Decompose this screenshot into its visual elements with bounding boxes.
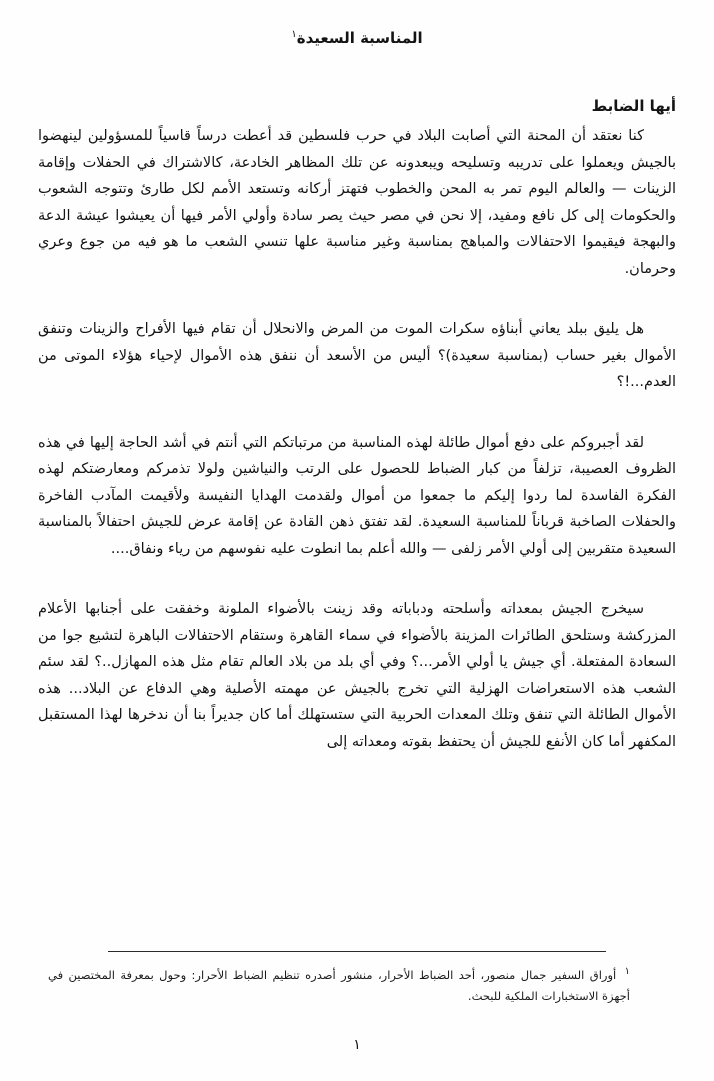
salutation-heading: أيها الضابط bbox=[591, 97, 676, 115]
page-title-text: المناسبة السعيدة bbox=[296, 29, 423, 47]
body-paragraph: سيخرج الجيش بمعداته وأسلحته ودباباته وقد زينت بالأضواء الملونة وخفقت على أجنابها الأعلام المزركشة وستلحق الطائرات المزينة بالأضواء في سماء القاهرة وستقام الاحتفالات الباهرة لتشيع جوا من السعادة المفتعلة. أي جيش يا أولي الأمر...؟ وفي أي بلد من بلاد العالم تقام مثل هذه المهازل..؟ لقد سئم الشعب هذه الاستعراضات الهزلية التي تخرج بالجيش عن مهمته الأصلية وهي الدفاع عن البلاد... هذه الأموال الطائلة التي تنفق وتلك المعدات الحربية التي ستستهلك أما كان جديراً بنا أن ندخرها لهذا المستقبل المكفهر أما كان الأنفع للجيش أن يحتفظ بقوته ومعداته إلى bbox=[38, 601, 676, 750]
body-paragraph: لقد أجبروكم على دفع أموال طائلة لهذه المناسبة من مرتباتكم التي أنتم في أشد الحاجة إليها في هذه الظروف العصيبة، تزلفاً من كبار الضباط للحصول على الرتب والنياشين ولولا تذمركم ومعارضتكم لهذه الفكرة الفاسدة لما ردوا إليكم ما جمعوا من أموال ولقدمت الهدايا النفيسة ولأقيمت المآدب الفاخرة والحفلات الصاخبة قرباناً للمناسبة السعيدة. لقد تفتق ذهن القادة عن إقامة عرض للجيش احتفالاً بالمناسبة السعيدة متقربين إلى أولي الأمر زلفى — والله أعلم بما انطوت عليه نفوسهم من رياء ونفاق.... bbox=[38, 434, 676, 557]
body-paragraph: هل يليق ببلد يعاني أبناؤه سكرات الموت من المرض والانحلال أن تقام فيها الأفراح والزينات وتنفق الأموال بغير حساب (بمناسبة سعيدة)؟ أليس من الأسعد أن ننفق هذه الأموال لإحياء هؤلاء الموتى من العدم...!؟ bbox=[38, 321, 676, 390]
document-body bbox=[38, 123, 676, 755]
title-footnote-marker: ١ bbox=[291, 29, 297, 40]
footnote-separator bbox=[108, 951, 606, 952]
footnote-area bbox=[38, 951, 676, 1007]
footnote-text: أوراق السفير جمال منصور، أحد الضباط الأحرار، منشور أصدره تنظيم الضباط الأحرار: وحول بمعرفة المختصين في أجهزة الاستخبارات الملكية للبحث. bbox=[48, 968, 630, 1003]
footnote bbox=[48, 961, 630, 1007]
page-number: ١ bbox=[353, 1037, 361, 1053]
page-title bbox=[38, 24, 676, 49]
body-paragraph: كنا نعتقد أن المحنة التي أصابت البلاد في حرب فلسطين قد أعطت درساً قاسياً للمسؤولين لينهضوا بالجيش ويعملوا على تدريبه وتسليحه ويبعدونه عن تلك المظاهر الخادعة، كالاشتراك في الحفلات وإقامة الزينات — والعالم اليوم تمر به المحن والخطوب فتهتز أركانه وتستعد الأمم لكل طارئ وتتوجه الشعوب والحكومات إلى كل نافع ومفيد، إلا نحن في مصر حيث يصر سادة وأولي الأمر فيها أن يعيشوا عيشة الدعة والبهجة فيقيموا الاحتفالات والمباهج بمناسبة وغير مناسبة علها تنسي الشعب ما هو فيه من جوع وعري وحرمان. bbox=[38, 128, 676, 277]
footnote-marker: ١ bbox=[624, 966, 630, 978]
